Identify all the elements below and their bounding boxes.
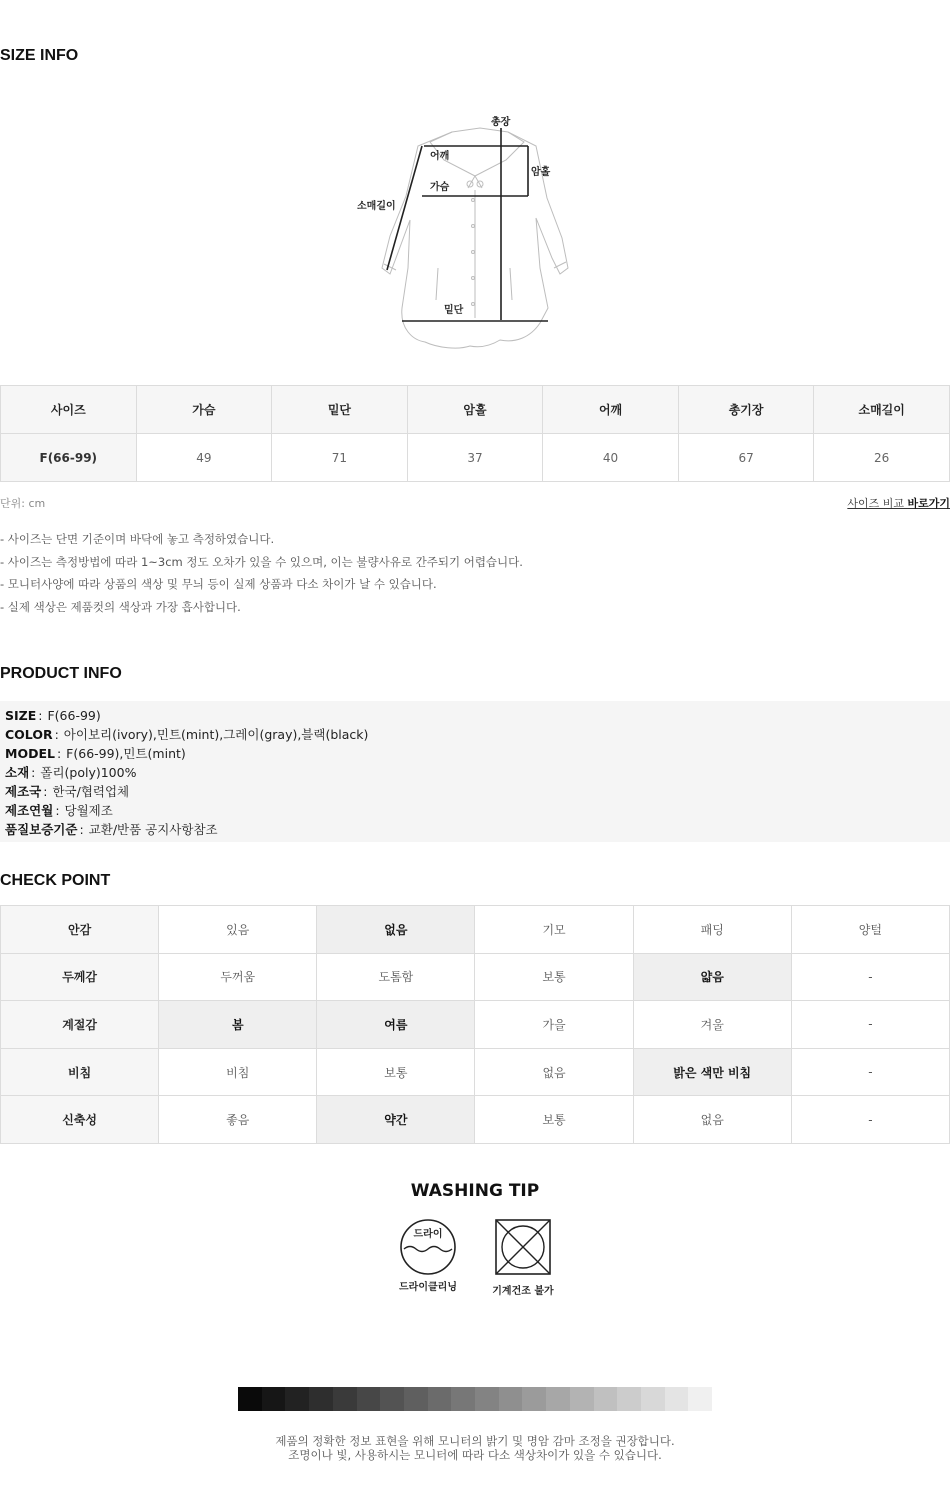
check-option-cell: 보통	[317, 1048, 475, 1096]
size-cell: 26	[814, 434, 950, 482]
product-info-key: 품질보증기준	[5, 822, 78, 837]
gray-swatch	[262, 1387, 286, 1411]
gray-swatch	[688, 1387, 712, 1411]
check-point-table	[0, 905, 950, 1144]
size-compare-link[interactable]	[847, 495, 950, 511]
size-cell: F(66-99)	[1, 434, 137, 482]
check-option-cell: 두꺼움	[159, 953, 317, 1001]
check-option-cell: 도톰함	[317, 953, 475, 1001]
product-info-value: F(66-99)	[47, 708, 101, 723]
gray-swatch	[404, 1387, 428, 1411]
product-info-row	[5, 820, 950, 839]
check-option-cell: 봄	[159, 1001, 317, 1049]
product-info-value: 한국/협력업체	[52, 784, 130, 799]
product-info-box	[0, 701, 950, 842]
product-info-key: 제조연월	[5, 803, 54, 818]
size-cell: 37	[407, 434, 543, 482]
check-row-label: 비침	[1, 1048, 159, 1096]
size-header-cell: 사이즈	[1, 386, 137, 434]
label-total-length: 총장	[491, 117, 511, 128]
size-header-cell: 어깨	[543, 386, 679, 434]
check-row-label: 계절감	[1, 1001, 159, 1049]
label-sleeve: 소매길이	[357, 201, 396, 212]
footer-line-1: 제품의 정확한 정보 표현을 위해 모니터의 밝기 및 명암 감마 조정을 권장합니다.	[275, 1434, 675, 1448]
no-machine-dry-icon	[493, 1217, 553, 1277]
size-table-header-row	[1, 386, 950, 434]
product-info-row	[5, 744, 950, 763]
label-chest: 가슴	[430, 182, 450, 193]
unit-label: 단위: cm	[0, 497, 46, 510]
product-info-value: 아이보리(ivory),민트(mint),그레이(gray),블랙(black)	[63, 727, 369, 742]
product-info-key: 제조국	[5, 784, 42, 799]
size-compare-go[interactable]: 바로가기	[907, 497, 950, 510]
check-row-label: 신축성	[1, 1096, 159, 1144]
garment-diagram	[340, 108, 590, 358]
dry-cleaning-label: 드라이클리닝	[399, 1282, 457, 1293]
check-point-title: CHECK POINT	[0, 872, 111, 889]
gray-swatch	[285, 1387, 309, 1411]
check-row-label: 안감	[1, 906, 159, 954]
product-info-sep: :	[43, 784, 48, 799]
size-cell: 67	[678, 434, 814, 482]
label-hem: 밑단	[444, 305, 464, 316]
table-row	[1, 1048, 950, 1096]
gray-swatch	[475, 1387, 499, 1411]
product-info-row	[5, 706, 950, 725]
product-info-value: F(66-99),민트(mint)	[66, 746, 186, 761]
gray-swatch	[665, 1387, 689, 1411]
size-compare-prefix: 사이즈 비교	[847, 497, 904, 510]
check-option-cell: 있음	[159, 906, 317, 954]
check-option-cell: 패딩	[633, 906, 791, 954]
product-info-row	[5, 801, 950, 820]
gray-swatch	[428, 1387, 452, 1411]
check-option-cell: 가을	[475, 1001, 633, 1049]
product-info-key: MODEL	[5, 746, 55, 761]
size-cell: 40	[543, 434, 679, 482]
gray-scale-bar	[238, 1387, 712, 1411]
size-cell: 49	[136, 434, 272, 482]
check-option-cell: 보통	[475, 1096, 633, 1144]
check-row-label: 두께감	[1, 953, 159, 1001]
no-machine-dry-label: 기계건조 불가	[492, 1286, 554, 1297]
product-info-key: COLOR	[5, 727, 53, 742]
check-option-cell: 얇음	[633, 953, 791, 1001]
size-header-cell: 밑단	[272, 386, 408, 434]
product-info-sep: :	[55, 803, 60, 818]
dry-cleaning-icon	[398, 1217, 458, 1277]
table-row	[1, 906, 950, 954]
gray-swatch	[451, 1387, 475, 1411]
check-option-cell: 좋음	[159, 1096, 317, 1144]
product-info-sep: :	[54, 727, 59, 742]
check-option-cell: 밝은 색만 비침	[633, 1048, 791, 1096]
check-option-cell: 양털	[791, 906, 949, 954]
check-option-cell: 없음	[633, 1096, 791, 1144]
product-info-row	[5, 782, 950, 801]
gray-swatch	[617, 1387, 641, 1411]
note-line: - 모니터사양에 따라 상품의 색상 및 무늬 등이 실제 상품과 다소 차이가 날 수 있습니다.	[0, 577, 437, 592]
check-option-cell: 비침	[159, 1048, 317, 1096]
check-option-cell: 없음	[317, 906, 475, 954]
size-notes	[0, 528, 523, 619]
label-shoulder: 어깨	[430, 151, 450, 162]
gray-swatch	[238, 1387, 262, 1411]
check-option-cell: -	[791, 953, 949, 1001]
gray-swatch	[499, 1387, 523, 1411]
product-info-title: PRODUCT INFO	[0, 665, 122, 682]
dry-icon-text: 드라이	[413, 1229, 443, 1240]
footer-line-2: 조명이나 빛, 사용하시는 모니터에 따라 다소 색상차이가 있을 수 있습니다.	[288, 1448, 662, 1462]
gray-swatch	[546, 1387, 570, 1411]
table-row	[1, 1096, 950, 1144]
label-armhole: 암홀	[531, 167, 551, 178]
table-row	[1, 434, 950, 482]
product-info-key: 소재	[5, 765, 30, 780]
product-info-sep: :	[38, 708, 43, 723]
gray-swatch	[333, 1387, 357, 1411]
note-line: - 사이즈는 측정방법에 따라 1~3cm 정도 오차가 있을 수 있으며, 이는 불량사유로 간주되기 어렵습니다.	[0, 554, 523, 569]
note-line: - 실제 색상은 제품컷의 색상과 가장 흡사합니다.	[0, 600, 241, 615]
size-cell: 71	[272, 434, 408, 482]
product-info-value: 당월제조	[64, 803, 113, 818]
gray-swatch	[522, 1387, 546, 1411]
check-option-cell: -	[791, 1048, 949, 1096]
size-header-cell: 총기장	[678, 386, 814, 434]
product-info-sep: :	[56, 746, 62, 761]
gray-swatch	[641, 1387, 665, 1411]
check-option-cell: -	[791, 1001, 949, 1049]
product-info-key: SIZE	[5, 708, 37, 723]
check-option-cell: 여름	[317, 1001, 475, 1049]
product-info-row	[5, 763, 950, 782]
gray-swatch	[380, 1387, 404, 1411]
size-info-title: SIZE INFO	[0, 47, 79, 64]
check-option-cell: 기모	[475, 906, 633, 954]
size-header-cell: 가슴	[136, 386, 272, 434]
gray-swatch	[357, 1387, 381, 1411]
gray-swatch	[309, 1387, 333, 1411]
product-info-value: 폴리(poly)100%	[40, 765, 137, 780]
washing-tip-title: WASHING TIP	[410, 1181, 540, 1201]
check-option-cell: 보통	[475, 953, 633, 1001]
check-option-cell: -	[791, 1096, 949, 1144]
gray-swatch	[594, 1387, 618, 1411]
product-info-sep: :	[79, 822, 84, 837]
check-option-cell: 없음	[475, 1048, 633, 1096]
size-header-cell: 암홀	[407, 386, 543, 434]
note-line: - 사이즈는 단면 기준이며 바닥에 놓고 측정하였습니다.	[0, 532, 275, 546]
check-option-cell: 겨울	[633, 1001, 791, 1049]
product-info-row	[5, 725, 950, 744]
size-table	[0, 385, 950, 482]
table-row	[1, 953, 950, 1001]
gray-swatch	[570, 1387, 594, 1411]
size-header-cell: 소매길이	[814, 386, 950, 434]
product-info-value: 교환/반품 공지사항참조	[88, 822, 218, 837]
product-info-sep: :	[31, 765, 36, 780]
check-option-cell: 약간	[317, 1096, 475, 1144]
table-row	[1, 1001, 950, 1049]
